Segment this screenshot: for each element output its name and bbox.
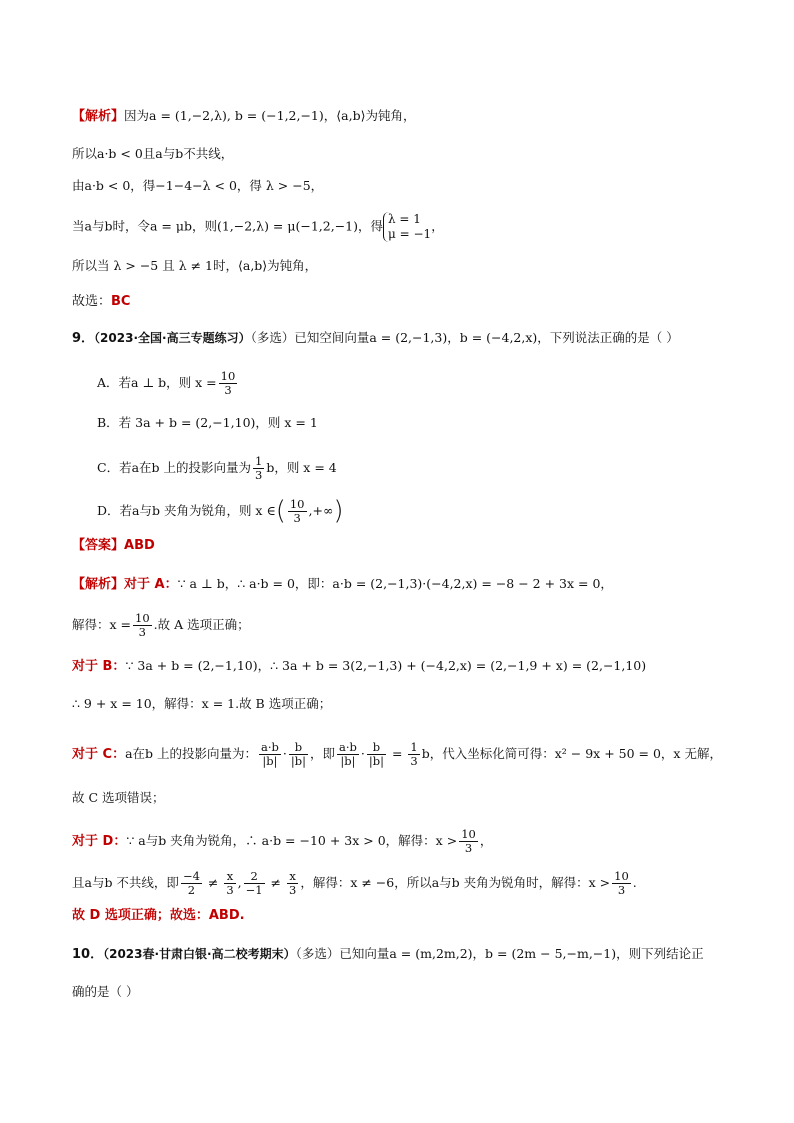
q9-option-d: D．若a与b 夹角为锐角，则 x ∈( $\frac{10}{3}$ ,+∞) bbox=[97, 496, 344, 526]
q9-analysis-d: 对于 D：∵ a与b 夹角为锐角，∴ a·b = −10 + 3x > 0，解得：x > $\frac{10}{3}$ ， bbox=[72, 827, 493, 855]
fraction: $\frac{10}{3}$ bbox=[220, 369, 236, 397]
q9-analysis-c-result: 故 C 选项错误； bbox=[72, 790, 165, 805]
prev-analysis-line-3: 由a·b < 0，得−1−4−λ < 0，得 λ > −5， bbox=[72, 178, 324, 193]
analysis-text: 因为a = (1,−2,λ), b = (−1,2,−1)，⟨a,b⟩为钝角， bbox=[124, 108, 416, 123]
q9-option-c: C．若a在b 上的投影向量为 $\frac{1}{3}$ b，则 x = 4 bbox=[97, 454, 337, 482]
q9-source: （2023·全国·高三专题练习） bbox=[94, 331, 251, 345]
q9-number: 9． bbox=[72, 331, 95, 346]
prev-analysis-line-2: 所以a·b < 0且a与b不共线， bbox=[72, 146, 234, 161]
q9-analysis-d-result: 故 D 选项正确；故选：ABD. bbox=[72, 908, 245, 923]
q9-analysis-b-result: ∴ 9 + x = 10，解得：x = 1.故 B 选项正确； bbox=[72, 696, 332, 711]
q9-analysis-a: 【解析】对于 A：∵ a ⊥ b，∴ a·b = 0，即：a·b = (2,−1,3)·(−4,2,x) = −8 − 2 + 3x = 0， bbox=[72, 576, 613, 592]
q9-analysis-b: 对于 B：∵ 3a + b = (2,−1,10)，∴ 3a + b = 3(2,−1,3) + (−4,2,x) = (2,−1,9 + x) = (2,−1,10) bbox=[72, 658, 647, 674]
fraction: $\frac{10}{3}$ bbox=[289, 497, 305, 525]
fraction: $\frac{1}{3}$ bbox=[255, 454, 263, 482]
q10-number: 10． bbox=[72, 947, 104, 962]
q9-analysis-c: 对于 C：a在b 上的投影向量为： $\frac{a\cdot b}{|b|}$ · $\frac{b}{|b|}$ ，即 $\frac{a\cdot b}{|b|}$ · $\frac{b}{|b|}$ = $\frac{1}{3}$ b，代入坐标化简可得：x² − 9x + 50 = 0，x 无解， bbox=[72, 740, 722, 768]
q9-answer: ABD bbox=[124, 538, 155, 553]
analysis-tag: 【解析】 bbox=[72, 109, 125, 124]
prev-analysis-line-4: 当a与b时，令a = μb，则(1,−2,λ) = μ(−1,2,−1)，得 λ = 1 μ = −1 ， bbox=[72, 212, 444, 241]
prev-choice: BC bbox=[111, 294, 131, 309]
answer-tag: 【答案】 bbox=[72, 538, 125, 553]
q9-answer-line bbox=[72, 536, 155, 556]
prev-choice-line: 故选：BC bbox=[72, 294, 131, 309]
fraction: $\frac{10}{3}$ bbox=[135, 611, 150, 639]
q9-analysis-a-result: 解得：x = $\frac{10}{3}$ .故 A 选项正确； bbox=[72, 611, 250, 639]
q9-analysis-d-2: 且a与b 不共线，即 $\frac{-4}{2}$ ≠ $\frac{x}{3}$ , $\frac{2}{-1}$ ≠ $\frac{x}{3}$ ，解得：x ≠ −6，所以a与b 夹角为锐角时，解得：x > $\frac{10}{3}$ . bbox=[72, 869, 637, 897]
q10-stem-2: 确的是（ ） bbox=[72, 984, 139, 999]
q10-stem: 10．（2023春·甘肃白银·高二校考期末）（多选）已知向量a = (m,2m,2)，b = (2m − 5,−m,−1)，则下列结论正 bbox=[72, 946, 704, 962]
q9-option-a: A．若a ⊥ b，则 x = $\frac{10}{3}$ bbox=[97, 369, 236, 397]
q9-stem: 9．（2023·全国·高三专题练习）（多选）已知空间向量a = (2,−1,3)，b = (−4,2,x)，下列说法正确的是（ ） bbox=[72, 330, 679, 346]
equation-system: λ = 1 μ = −1 bbox=[383, 212, 431, 242]
prev-analysis-line-1 bbox=[72, 106, 415, 127]
prev-analysis-line-5: 所以当 λ > −5 且 λ ≠ 1时，⟨a,b⟩为钝角， bbox=[72, 258, 318, 273]
analysis-tag: 【解析】 bbox=[72, 577, 125, 592]
q10-source: （2023春·甘肃白银·高二校考期末） bbox=[103, 947, 296, 961]
q9-option-b: B．若 3a + b = (2,−1,10)，则 x = 1 bbox=[97, 415, 318, 430]
